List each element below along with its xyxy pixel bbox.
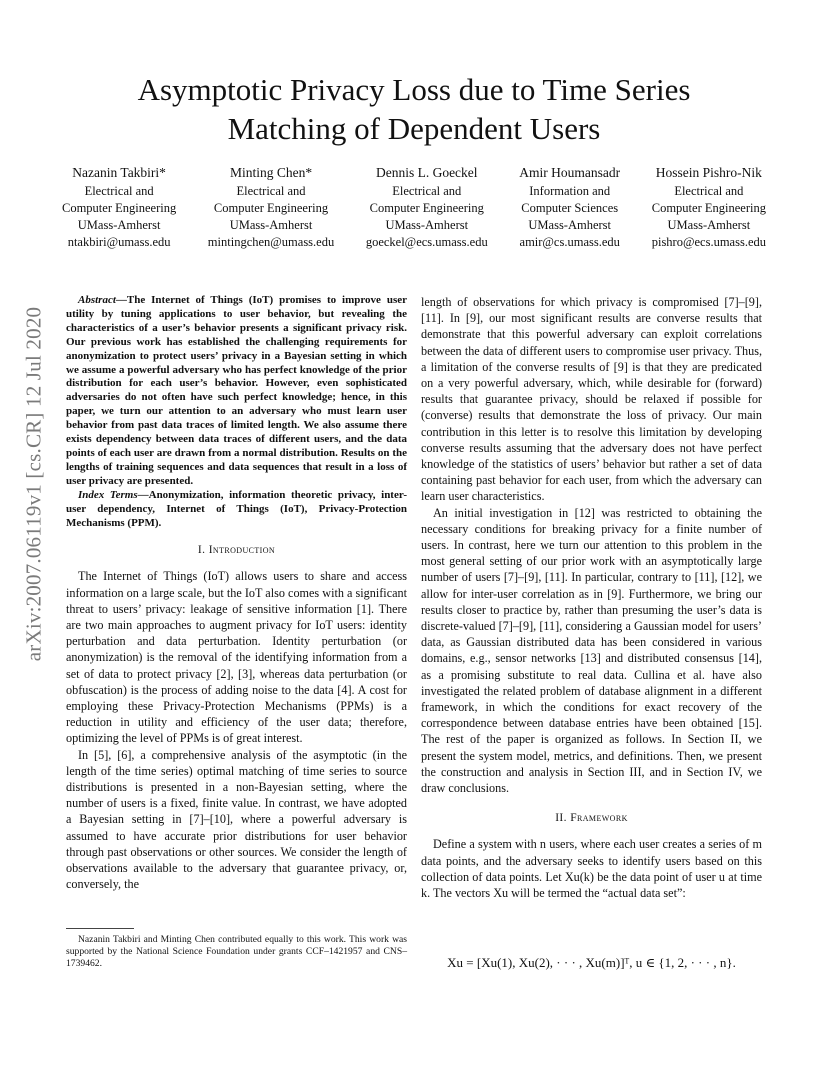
- title-line-1: Asymptotic Privacy Loss due to Time Series: [137, 72, 691, 107]
- author-dept: Electrical and: [392, 184, 462, 198]
- author-5: [652, 163, 766, 251]
- author-name: Minting Chen*: [229, 165, 313, 180]
- footnote-rule: [66, 928, 134, 929]
- intro-paragraph-2: In [5], [6], a comprehensive analysis of the asymptotic (in the length of the time series) optimal matching of time series to source distributions is presented in a non-Bayesian setting, where the number of users is a fixed, finite value. In contrast, we have adopted a Bayesian setting in [7]–[10], where a powerful adversary is assumed to have accurate prior distributions for user behavior through past observations or other sources. We consider the length of observations available to the adversary that guarantee privacy, or, conversely, the: [66, 747, 407, 892]
- author-univ: UMass-Amherst: [229, 218, 313, 232]
- author-2: [208, 163, 334, 251]
- author-dept: Computer Engineering: [213, 201, 329, 215]
- author-4: [519, 163, 620, 251]
- arxiv-stamp: [22, 296, 46, 672]
- author-name: Dennis L. Goeckel: [375, 165, 478, 180]
- arxiv-stamp-text: arXiv:2007.06119v1 [cs.CR] 12 Jul 2020: [21, 306, 46, 662]
- author-univ: UMass-Amherst: [385, 218, 469, 232]
- section-number: II.: [555, 812, 567, 825]
- title-line-2: Matching of Dependent Users: [227, 111, 601, 146]
- right-column: [421, 294, 762, 901]
- author-email: mintingchen@umass.edu: [207, 235, 335, 249]
- author-dept: Electrical and: [674, 184, 744, 198]
- section-number: I.: [197, 544, 206, 557]
- right-paragraph-2: An initial investigation in [12] was restricted to obtaining the necessary conditions for breaking privacy for a finite number of users. In contrast, here we turn our attention to this problem in the most general setting of our prior work with an asymptotically large number of users [7]–[9], [11]. In particular, contrary to [11], [12], we allow for inter-user correlation as in [9]. Furthermore, we bring our results closer to practice by, rather than presuming the user’s data is discrete-valued [7]–[9], [11], considering a Gaussian model for users’ data, as Gaussian distributed data has been considered in various domains, e.g., sensor networks [13] and distributed consensus [14], as a promising substitute to real data. Cullina et al. have also investigated the related problem of database alignment in a different framework, in which the conditions for exact recovery of the correspondence between database entries have been obtained [15]. The rest of the paper is organized as follows. In Section II, we present the system model, metrics, and definitions. Then, we present the construction and analysis in Section III, and in Section IV, we draw conclusions.: [421, 505, 762, 796]
- author-block: [62, 163, 766, 251]
- section-title: Framework: [570, 812, 628, 825]
- left-column: [66, 294, 407, 892]
- footnote: Nazanin Takbiri and Minting Chen contributed equally to this work. This work was supported by the National Science Foundation under grants CCF–1421957 and CNS–1739462.: [66, 934, 407, 969]
- author-dept: Information and: [529, 184, 611, 198]
- author-email: pishro@ecs.umass.edu: [651, 235, 766, 249]
- framework-paragraph-1: Define a system with n users, where each user creates a series of m data points, and the adversary seeks to identify users based on this collection of data points. Let Xu(k) be the data point of user u at time k. The vectors Xu will be termed the “actual data set”:: [421, 837, 762, 900]
- abstract-text: —The Internet of Things (IoT) promises to improve user utility by tuning applications to user behavior, but revealing the characteristics of a user’s behavior presents a significant privacy risk. Our previous work has established the challenging requirements for anonymization to protect users’ privacy in a Bayesian setting in which we assume a powerful adversary who has perfect knowledge of the prior distribution for each user’s behavior. However, even sophisticated adversaries do not often have such perfect knowledge; hence, in this paper, we turn our attention to an adversary who must learn user behavior from past data traces of limited length. We also assume there exists dependency between data traces of different users, and the data points of each user are drawn from a normal distribution. Results on the lengths of training sequences and data sequences that result in a loss of user privacy are presented.: [66, 294, 407, 487]
- author-dept: Computer Engineering: [651, 201, 766, 215]
- author-dept: Electrical and: [84, 184, 154, 198]
- author-dept: Electrical and: [236, 184, 306, 198]
- author-3: [366, 163, 488, 251]
- index-terms-text: —Anonymization, information theoretic privacy, inter-user dependency, Internet of Things (IoT), Privacy-Protection Mechanisms (PPM).: [66, 488, 407, 529]
- author-email: amir@cs.umass.edu: [519, 235, 620, 249]
- author-name: Nazanin Takbiri*: [72, 165, 166, 180]
- index-terms: [66, 489, 407, 531]
- section-heading-introduction: [66, 542, 407, 558]
- author-name: Hossein Pishro-Nik: [655, 165, 762, 180]
- author-name: Amir Houmansadr: [519, 165, 621, 180]
- author-univ: UMass-Amherst: [667, 218, 751, 232]
- author-univ: UMass-Amherst: [77, 218, 161, 232]
- abstract: [66, 294, 407, 489]
- intro-paragraph-1: The Internet of Things (IoT) allows users to share and access information on a large scale, but the IoT also comes with a significant threat to users’ privacy: leakage of sensitive information [1]. There are two main approaches to augment privacy for IoT users: identity perturbation and data perturbation. Identity perturbation (or anonymization) is the removal of the identifying information from a set of data to protect privacy [2], [3], whereas data perturbation (or obfuscation) is the process of adding noise to the data [4]. A cost for employing these Privacy-Protection Mechanisms (PPMs) is a reduction in utility and efficiency of the user data; therefore, optimizing the level of PPMs is of great interest.: [66, 569, 407, 746]
- author-1: [62, 163, 176, 251]
- section-heading-framework: [421, 810, 762, 826]
- author-email: goeckel@ecs.umass.edu: [365, 235, 488, 249]
- author-univ: UMass-Amherst: [528, 218, 612, 232]
- paper-title: [60, 70, 768, 148]
- abstract-label: Abstract: [78, 294, 116, 306]
- author-dept: Computer Sciences: [521, 201, 619, 215]
- index-terms-label: Index Terms: [78, 488, 138, 501]
- author-dept: Computer Engineering: [62, 201, 177, 215]
- author-email: ntakbiri@umass.edu: [67, 235, 171, 249]
- author-dept: Computer Engineering: [369, 201, 484, 215]
- right-paragraph-1: length of observations for which privacy is compromised [7]–[9], [11]. In [9], our most significant results are converse results that demonstrate that this powerful adversary can exploit correlations between the data of different users to compromise user privacy. Thus, a limitation of the converse results of [9] is that they are predicated on a very powerful adversary, which, while desirable for (forward) results that guarantee privacy, should be relaxed if possible for (converse) results that demonstrate the loss of privacy. Our main contribution in this letter is to resolve this limitation by developing converse results assuming that the adversary does not have perfect knowledge of the statistics of users’ behavior but rather a set of data containing past behavior for each user, from which the adversary can learn user characteristics.: [421, 295, 762, 504]
- equation-actual-data-set: Xu = [Xu(1), Xu(2), · · · , Xu(m)]ᵀ, u ∈ {1, 2, · · · , n}.: [447, 955, 736, 970]
- section-title: Introduction: [208, 544, 276, 557]
